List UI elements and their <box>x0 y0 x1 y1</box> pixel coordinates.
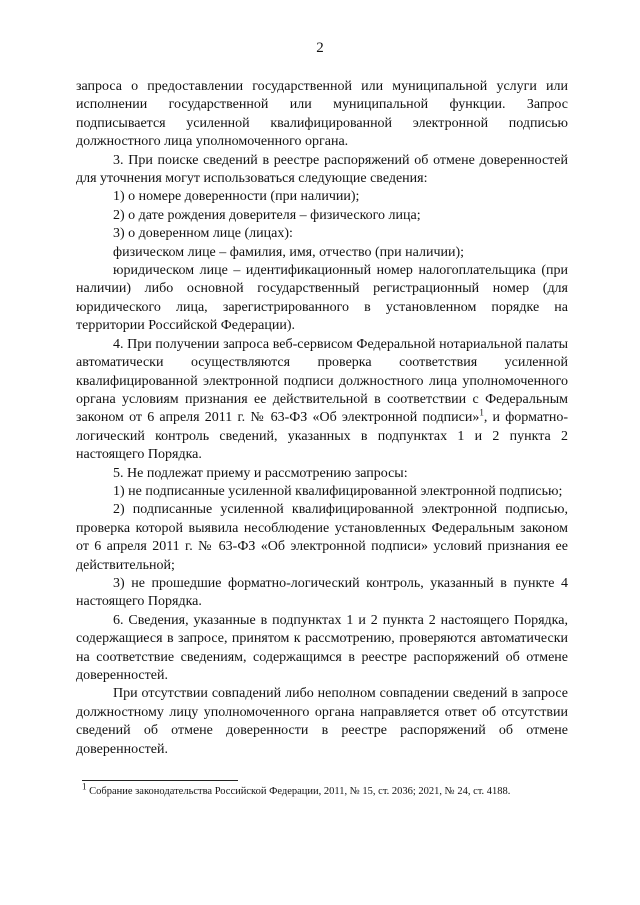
list-item: 1) о номере доверенности (при наличии); <box>113 189 360 205</box>
document-body <box>76 78 568 759</box>
footnote-reference: 1 <box>479 407 484 418</box>
list-item: 2) подписанные усиленной квалифицированной электронной подписью, проверка которой выявила несоблюдение установленных Федеральным законом от 6 апреля 2011 г. № 63-ФЗ «Об электронной подписи» условий признания ее действительной; <box>76 502 568 573</box>
list-item: 3) о доверенном лице (лицах): <box>113 226 293 242</box>
paragraph-text: , и форматно-логический контроль сведений, указанных в подпунктах 1 и 2 пункта 2 настоящего Порядка. <box>76 410 568 463</box>
paragraph: 5. Не подлежат приему и рассмотрению запросы: <box>113 465 408 481</box>
page-number: 2 <box>316 40 324 56</box>
paragraph: физическом лице – фамилия, имя, отчество (при наличии); <box>113 244 465 260</box>
list-item: 1) не подписанные усиленной квалифицированной электронной подписью; <box>113 483 563 499</box>
footnote-marker: 1 <box>82 781 87 792</box>
paragraph <box>76 336 568 465</box>
paragraph: юридическом лице – идентификационный номер налогоплательщика (при наличии) либо основной государственный регистрационный номер (для юридического лица, зарегистрированного в установленном порядке на территории Российской Федерации). <box>76 263 568 334</box>
paragraph: 3. При поиске сведений в реестре распоряжений об отмене доверенностей для уточнения могут использоваться следующие сведения: <box>76 152 568 187</box>
footnote <box>82 781 511 797</box>
list-item: 2) о дате рождения доверителя – физического лица; <box>113 207 421 223</box>
footnote-text: Собрание законодательства Российской Федерации, 2011, № 15, ст. 2036; 2021, № 24, ст. 4188. <box>89 786 511 797</box>
paragraph: При отсутствии совпадений либо неполном совпадении сведений в запросе должностному лицу уполномоченного органа направляется ответ об отсутствии сведений об отмене доверенности в реестре распоряжений об отмене доверенностей. <box>76 686 568 757</box>
footnote-divider <box>82 780 238 781</box>
paragraph: 6. Сведения, указанные в подпунктах 1 и 2 пункта 2 настоящего Порядка, содержащиеся в запросе, принятом к рассмотрению, проверяются автоматически на соответствие сведениям, содержащимся в реестре распоряжений об отмене доверенностей. <box>76 612 568 683</box>
list-item: 3) не прошедшие форматно-логический контроль, указанный в пункте 4 настоящего Порядка. <box>76 575 568 610</box>
paragraph-text: 4. При получении запроса веб-сервисом Федеральной нотариальной палаты автоматически осуществляются проверка соответствия усиленной квалифицированной электронной подписи должностного лица уполномоченного органа условиям признания ее действительной в соответствии с Федеральным законом от 6 апреля 2011 г. № 63-ФЗ «Об электронной подписи» <box>76 336 568 426</box>
paragraph: запроса о предоставлении государственной или муниципальной услуги или исполнении государственной или муниципальной функции. Запрос подписывается усиленной квалифицированной электронной подписью должностного лица уполномоченного органа. <box>76 79 568 150</box>
